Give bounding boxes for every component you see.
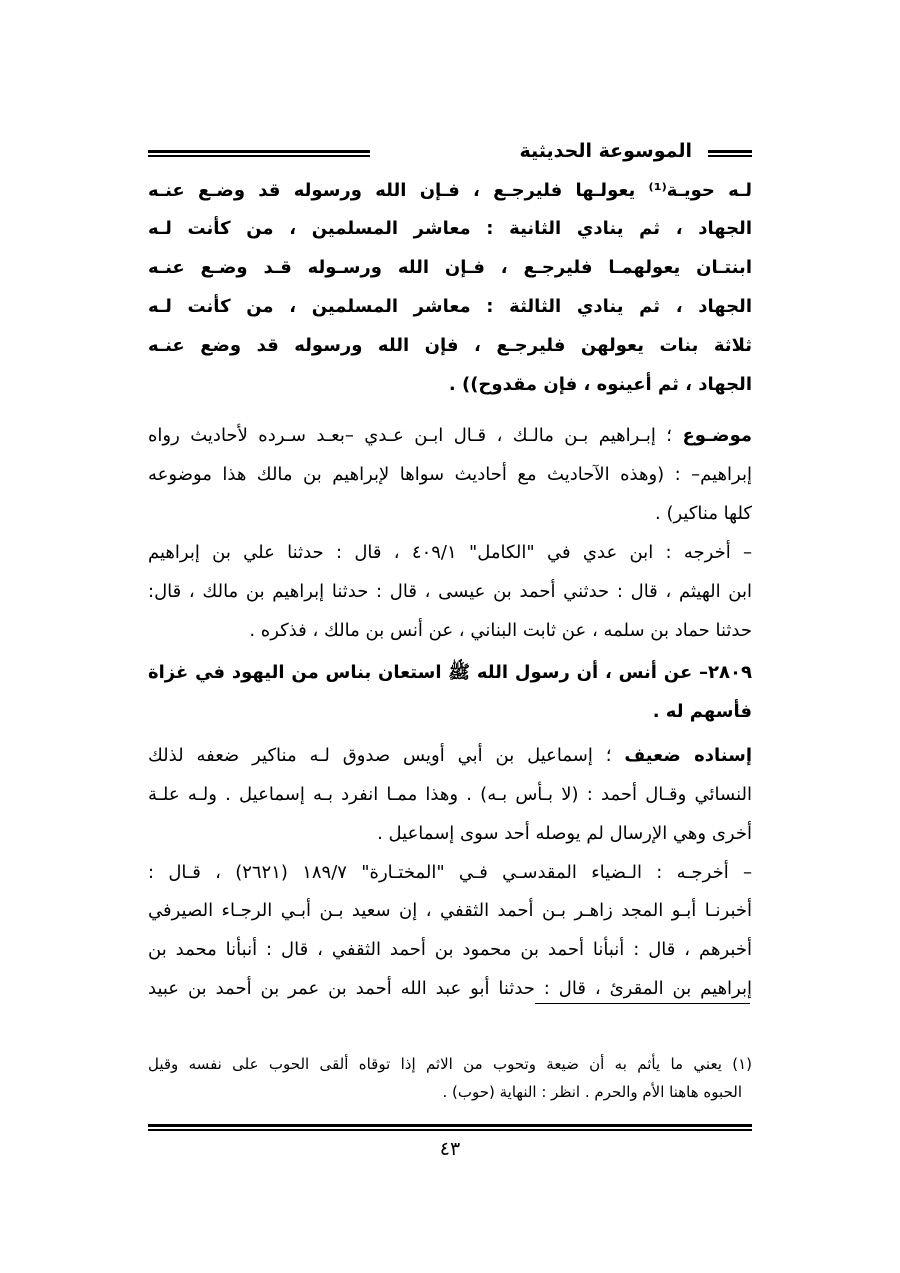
text-line: الجهاد ، ثم أعينوه ، فإن مقدوح)) . bbox=[448, 374, 752, 395]
header-rule-long bbox=[148, 150, 370, 157]
text-line: إبراهيم– : (وهذه الآحاديث مع أحاديث سواها لإبراهيم بن مالك هذا موضوعه bbox=[148, 464, 752, 485]
text-line: أخبرنـا أبـو المجد زاهـر بـن أحمد الثقفي ، إن سعيد بـن أبـي الرجـاء الصيرفي bbox=[148, 900, 752, 921]
page-number: ٤٣ bbox=[439, 1138, 461, 1160]
text-line: ثلاثة بنات يعولهن فليرجـع ، فإن الله ورسوله قد وضع عنـه bbox=[148, 335, 752, 356]
text-line: ابنتـان يعولهمـا فليرجـع ، فـإن الله ورسـوله قـد وضـع عنـه bbox=[148, 257, 752, 278]
text-line: أخرى وهي الإرسال لم يوصله أحد سوى إسماعيل . bbox=[377, 823, 752, 844]
footnote-line: الحبوه هاهنا الأم والحرم . انظر : النهاية (حوب) . bbox=[442, 1083, 742, 1101]
text-line: ابن الهيثم ، قال : حدثني أحمد بن عيسى ، قال : حدثنا إبراهيم بن مالك ، قال: bbox=[148, 581, 752, 602]
verdict-text: ؛ إبـراهيم بـن مالـك ، قـال ابـن عـدي –بعـد سـرده لأحاديث رواه bbox=[148, 425, 683, 446]
text-line: النسائي وقـال أحمد : (لا بـأس بـه) . وهذا ممـا انفرد بـه إسماعيل . ولـه علـة bbox=[148, 784, 752, 805]
header-title: الموسوعة الحديثية bbox=[519, 140, 692, 162]
text-line: الجهاد ، ثم ينادي الثانية : معاشر المسلمين ، من كأنت لـه bbox=[148, 218, 752, 239]
text-line: إبراهيم بن المقرئ ، قال : حدثنا أبو عبد الله أحمد بن عمر بن أحمد بن عبيد bbox=[148, 978, 752, 999]
text-line: الجهاد ، ثم ينادي الثالثة : معاشر المسلمين ، من كأنت لـه bbox=[148, 296, 752, 317]
isnad-label: إسناده ضعيف bbox=[624, 745, 752, 766]
header-rule-short bbox=[708, 150, 752, 157]
verdict-label: موضـوع bbox=[682, 425, 752, 446]
text-line bbox=[148, 740, 752, 772]
text-line: – أخرجـه : الـضياء المقدسـي فـي "المختـارة" ١٨٩/٧ (٢٦٢١) ، قـال : bbox=[148, 862, 752, 883]
text-line: كلها مناكير) . bbox=[655, 503, 752, 524]
text-line: – أخرجه : ابن عدي في "الكامل" ٤٠٩/١ ، قال : حدثنا علي بن إبراهيم bbox=[148, 542, 752, 563]
running-header bbox=[148, 140, 752, 170]
isnad-text: ؛ إسماعيل بن أبي أويس صدوق لـه مناكير ضعفه لذلك bbox=[148, 745, 625, 766]
text-line bbox=[148, 420, 752, 452]
footer-rule bbox=[148, 1124, 752, 1131]
text-line: لـه حويـة⁽¹⁾ يعولـها فليرجـع ، فـإن الله ورسوله قد وضـع عنـه bbox=[148, 180, 752, 201]
footnote-separator bbox=[535, 1003, 750, 1004]
text-line: ٢٨٠٩– عن أنس ، أن رسول الله ﷺ استعان بناس من اليهود في غزاة bbox=[148, 662, 752, 683]
text-line: حدثنا حماد بن سلمه ، عن ثابت البناني ، عن أنس بن مالك ، فذكره . bbox=[249, 620, 752, 641]
footnote-line: (١) يعني ما يأثم به أن ضيعة وتحوب من الاثم إذا توقاه ألقى الحوب على نفسه وقيل bbox=[148, 1055, 752, 1073]
text-line: أخبرهم ، قال : أنبأنا أحمد بن محمود بن أحمد الثقفي ، قال : أنبأنا محمد بن bbox=[148, 939, 752, 960]
text-line: فأسهم له . bbox=[652, 701, 752, 722]
